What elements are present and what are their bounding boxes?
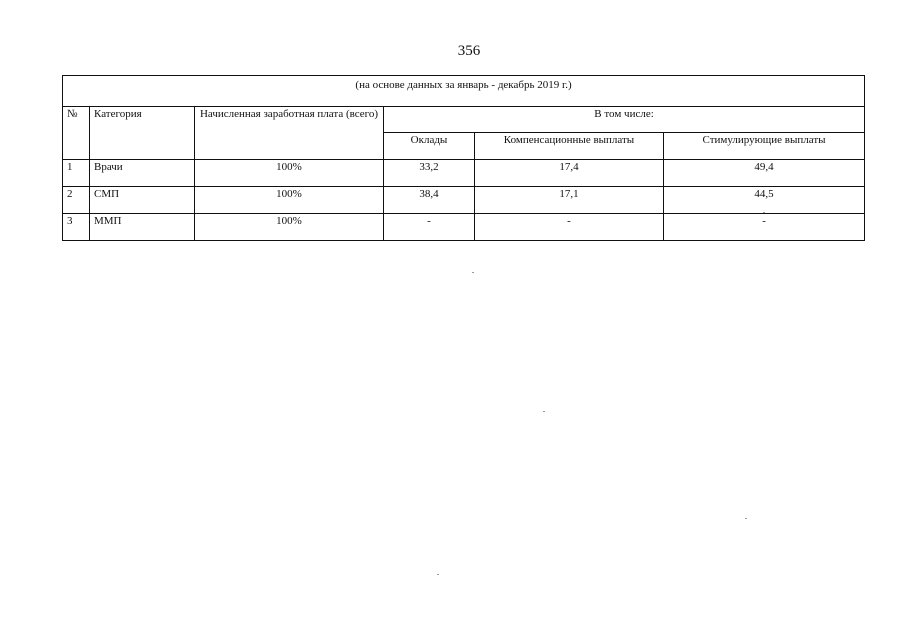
- cell-incentive: 49,4: [664, 160, 865, 187]
- page-number: 356: [457, 43, 481, 59]
- table-row: [63, 214, 865, 241]
- cell-incentive: -: [664, 214, 865, 241]
- cell-salaries: 33,2: [384, 160, 475, 187]
- cell-compensation: -: [475, 214, 664, 241]
- table-row: [63, 187, 865, 214]
- cell-total: 100%: [195, 214, 384, 241]
- scan-speck: [543, 411, 545, 412]
- header-compensation: Компенсационные выплаты: [475, 133, 664, 160]
- scan-speck: [745, 518, 747, 519]
- scan-speck: [472, 272, 474, 273]
- header-row: [63, 107, 865, 133]
- cell-incentive: 44,5: [664, 187, 865, 214]
- scan-speck: [763, 212, 765, 213]
- cell-category: СМП: [90, 187, 195, 214]
- scan-speck: [437, 574, 439, 575]
- cell-compensation: 17,1: [475, 187, 664, 214]
- header-salaries: Оклады: [384, 133, 475, 160]
- salary-structure-table: [62, 75, 865, 241]
- cell-total: 100%: [195, 160, 384, 187]
- cell-total: 100%: [195, 187, 384, 214]
- table-caption-row: [63, 76, 865, 107]
- header-including: В том числе:: [384, 107, 865, 133]
- header-category: Категория: [90, 107, 195, 160]
- header-salary-total: Начисленная заработная плата (всего): [195, 107, 384, 160]
- cell-num: 1: [63, 160, 90, 187]
- cell-num: 3: [63, 214, 90, 241]
- header-num: №: [63, 107, 90, 160]
- header-incentive: Стимулирующие выплаты: [664, 133, 865, 160]
- cell-compensation: 17,4: [475, 160, 664, 187]
- cell-category: ММП: [90, 214, 195, 241]
- cell-salaries: 38,4: [384, 187, 475, 214]
- cell-num: 2: [63, 187, 90, 214]
- table-row: [63, 160, 865, 187]
- cell-category: Врачи: [90, 160, 195, 187]
- cell-salaries: -: [384, 214, 475, 241]
- table-caption: (на основе данных за январь - декабрь 2019 г.): [63, 76, 865, 107]
